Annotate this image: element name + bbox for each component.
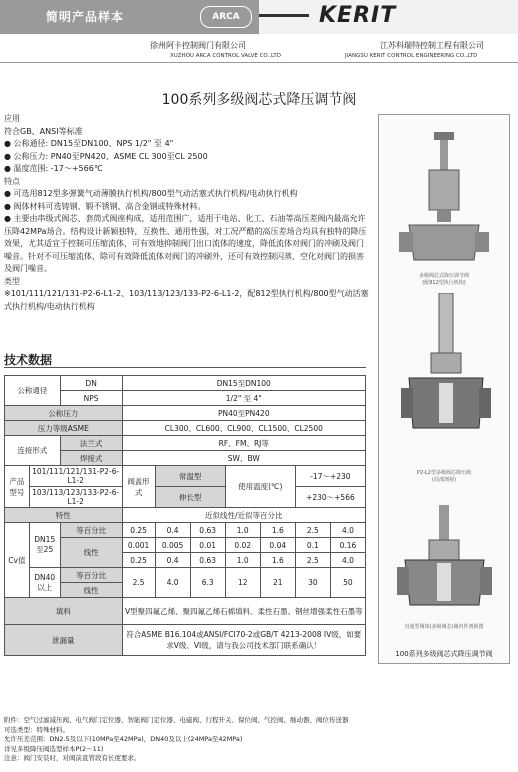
cv-cell: 50 (330, 568, 365, 598)
tech-data-rule (4, 367, 366, 368)
temp-a: -17～+230 (295, 466, 365, 487)
cv-cell: 1.0 (225, 553, 260, 568)
footer-line: 详见多级降压阀选型样本P(2～11) (4, 744, 104, 753)
temp-b: +230～+566 (295, 487, 365, 508)
valve-internals-drawing (397, 505, 492, 620)
normal-type: 常温型 (155, 466, 225, 487)
cv-cell: 21 (260, 568, 295, 598)
cv-cell: 0.005 (155, 538, 190, 553)
extended-type: 伸长型 (155, 487, 225, 508)
packing-label: 填料 (5, 598, 123, 625)
cv-cell: 0.63 (190, 523, 225, 538)
cv-cell: 0.25 (122, 523, 155, 538)
company-cn-right: 江苏科瑞特控制工程有限公司 (380, 41, 484, 50)
features-heading: 特点 (4, 176, 20, 186)
application-item: ● 温度范围: -17～+566℃ (4, 164, 103, 173)
feature-item: ● 主要由串级式阀芯、套筒式阀座构成，适用范围广，适用于电站、化工、石油等高压差阀内最高允许压降42MPa场合。结构设计新颖独特，互换性、通用性强，对工况严酷的高压差场合均具有独特的降压效果，尤其适宜于控制可压缩流体，可有效地抑制阀门出口流体的速度，降低流体对阀门的冲刷及阀门噪音。针对不可压缩流体，除可有效降低流体对阀门的冲刷外，还可有效控制闪蒸、空化对阀门的损害及阀门噪音。 (4, 214, 367, 273)
footer-line: 附件：空气过滤减压阀、电气阀门定位器、智能阀门定位器、电磁阀、行程开关、保位阀、气控阀、继动器、阀位传送器 (4, 716, 349, 724)
model-a: 101/111/121/131-P2-6-L1-2 (29, 466, 122, 487)
cv-cell: 0.02 (225, 538, 260, 553)
connection-label: 连接形式 (5, 436, 61, 466)
cv-cell: 0.001 (122, 538, 155, 553)
feature-item: ● 阀体材料可选铸钢、锻不锈钢、高合金钢或特殊材料。 (4, 201, 206, 211)
weld-value: SW、BW (122, 451, 365, 466)
cv-cell: 2.5 (295, 523, 330, 538)
dn-value: DN15至DN100 (122, 376, 365, 391)
types-text: ※101/111/121/131-P2-6-L1-2、103/113/123/133-P2-6-L1-2，配812型执行机构/800型气动活塞式执行机构/电动执行机构 (4, 289, 369, 311)
intro-section (4, 113, 369, 313)
cv-cell: 4.0 (330, 553, 365, 568)
cv-cell: 1.6 (260, 523, 295, 538)
cv-cell: 0.01 (190, 538, 225, 553)
cv-cell: 2.5 (122, 568, 155, 598)
dn40-label: DN40以上 (29, 568, 60, 598)
dn-label: DN (60, 376, 122, 391)
leakage-value: 符合ASME B16.104或ANSI/FCI70-2或GB/T 4213-2008 IV级，如要求V级、VI级，请与我公司技术部门联系确认！ (122, 625, 365, 656)
nps-value: 1/2" 至 4" (122, 391, 365, 406)
footer-line: 允许压差范围：DN2.5及以下(10MPa至42MPa)，DN40及以上(24MPa至42MPa) (4, 735, 243, 743)
caption-2: P2-L2型多级阀芯降压阀 (417, 470, 471, 476)
cv-cell: 0.4 (155, 523, 190, 538)
use-temp-label: 使用温度(℃) (225, 466, 295, 508)
flange-value: RF、FM、RJ等 (122, 436, 365, 451)
application-item: ● 公称压力: PN40至PN420、ASME CL 300至CL 2500 (4, 151, 208, 161)
characteristic-value: 近似线性/近似等百分比 (122, 508, 365, 523)
cv-cell: 0.1 (295, 538, 330, 553)
caption-1b: (配812型执行机构) (422, 280, 466, 286)
spec-table (4, 375, 366, 656)
eq-pct-label: 等百分比 (60, 523, 122, 538)
valve-cutaway-drawing (401, 293, 491, 443)
cv-cell: 0.4 (155, 553, 190, 568)
cv-cell: 1.6 (260, 553, 295, 568)
cv-cell: 4.0 (155, 568, 190, 598)
cv-cell: 1.0 (225, 523, 260, 538)
caption-2b: (局部剖视) (432, 477, 456, 483)
linear-label: 线性 (60, 538, 122, 568)
nps-label: NPS (60, 391, 122, 406)
model-b: 103/113/123/133-P2-6-L1-2 (29, 487, 122, 508)
application-item: ● 公称通径: DN15至DN100、NPS 1/2" 至 4" (4, 139, 174, 148)
cv-cell: 0.16 (330, 538, 365, 553)
footer-line: 注意：阀门安装时，对阀前直管段有长度要求。 (4, 754, 141, 762)
application-heading: 应用 (4, 114, 20, 123)
leakage-label: 泄漏量 (5, 625, 123, 656)
company-en-left: XUZHOU ARCA CONTROL VALVE CO.,LTD (170, 53, 281, 59)
cv-cell: 0.04 (260, 538, 295, 553)
cv-cell: 2.5 (295, 553, 330, 568)
page-title: 100系列多级阀芯式降压调节阀 (161, 92, 357, 108)
header-right-bar (259, 0, 518, 34)
caption-3: 直通型阀体(多级阀芯)阀内件剖视图 (404, 624, 484, 630)
caption-1: 多级阀芯式降压调节阀 (418, 273, 469, 279)
feature-item: ● 可选用812型多弹簧气动薄膜执行机构/800型气动活塞式执行机构/电动执行机构 (4, 189, 298, 198)
characteristic-label: 特性 (5, 508, 123, 523)
tech-data-heading: 技术数据 (4, 353, 53, 367)
header-left-bar (0, 0, 259, 34)
cv-label: Cv值 (5, 523, 30, 598)
header-rule (0, 62, 518, 63)
eq-pct-label: 等百分比 (60, 568, 122, 583)
pressure-label: 公称压力 (5, 406, 123, 421)
pressure-value: PN40至PN420 (122, 406, 365, 421)
asme-value: CL300、CL600、CL900、CL1500、CL2500 (122, 421, 365, 436)
flange-label: 法兰式 (60, 436, 122, 451)
cv-cell: 4.0 (330, 523, 365, 538)
company-cn-left: 徐州阿卡控制阀门有限公司 (150, 41, 246, 50)
bonnet-label: 阀盖形式 (122, 466, 155, 508)
footer-notes (4, 716, 504, 764)
application-standard: 符合GB、ANSI等标准 (4, 126, 83, 136)
cv-cell: 30 (295, 568, 330, 598)
weld-label: 焊接式 (60, 451, 122, 466)
packing-value: V型聚四氟乙烯、聚四氟乙烯石棉填料、柔性石墨、钢丝增强柔性石墨等 (122, 598, 365, 625)
footer-line: 可选类型：特殊材料。 (4, 725, 69, 734)
linear-label: 线性 (60, 583, 122, 598)
kerit-logo: KERIT (319, 3, 397, 28)
kerit-logo-bar (259, 14, 309, 17)
arca-logo: ARCA (200, 6, 252, 28)
cv-cell: 6.3 (190, 568, 225, 598)
product-model-label: 产品型号 (5, 466, 30, 508)
valve-image-panel (378, 114, 510, 664)
cv-cell: 12 (225, 568, 260, 598)
header-title: 简明产品样本 (46, 10, 125, 24)
types-heading: 类型 (4, 276, 20, 286)
company-en-right: JIANGSU KERIT CONTROL ENGINEERING CO.,LTD (345, 53, 478, 59)
valve-actuator-drawing (399, 130, 489, 270)
cv-cell: 0.25 (122, 553, 155, 568)
cv-cell: 0.63 (190, 553, 225, 568)
nominal-size-label: 公称通径 (5, 376, 61, 406)
asme-label: 压力等级ASME (5, 421, 123, 436)
dn15-25-label: DN15至25 (29, 523, 60, 568)
panel-caption: 100系列多级阀芯式降压调节阀 (395, 650, 493, 658)
